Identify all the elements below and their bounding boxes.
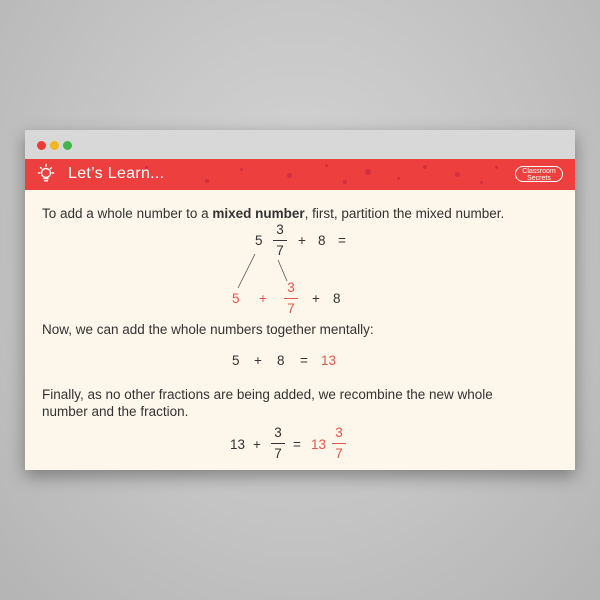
expr3-denominator: 7 (274, 446, 282, 461)
lesson-window (25, 130, 575, 470)
partition-plus2: + (312, 291, 320, 306)
partition-plus: + (259, 291, 267, 306)
partition-numerator: 3 (287, 280, 295, 295)
expr2-a: 5 (232, 353, 240, 368)
partition-denominator: 7 (287, 301, 295, 316)
intro-text: To add a whole number to a mixed number, first, partition the mixed number. (42, 206, 505, 221)
expr3-plus: + (253, 437, 261, 452)
expr3-result-whole: 13 (311, 437, 327, 452)
expr3-fraction-bar (271, 443, 285, 444)
expr3-equals: = (293, 437, 301, 452)
expr1-denominator: 7 (276, 243, 284, 258)
expr1-whole: 5 (255, 233, 263, 248)
expr1-equals: = (338, 233, 346, 248)
step3-text: Finally, as no other fractions are being added, we recombine the new whole number and the fraction. (42, 387, 493, 419)
mixed-number-term: mixed number (212, 206, 305, 221)
expr3-numerator: 3 (274, 425, 282, 440)
expr1-addend: 8 (318, 233, 326, 248)
expr1-numerator: 3 (276, 222, 284, 237)
expr3-result-numerator: 3 (335, 425, 343, 440)
banner-title: Let’s Learn... (68, 165, 165, 182)
expr2-b: 8 (277, 353, 285, 368)
step2-text: Now, we can add the whole numbers together mentally: (42, 322, 374, 337)
partition-fraction-bar (284, 298, 298, 299)
expr2-plus: + (254, 353, 262, 368)
classroom-secrets-logo: Classroom Secrets (515, 162, 563, 187)
expr3-result-denominator: 7 (335, 446, 343, 461)
expr2-result: 13 (321, 353, 337, 368)
expr1-plus: + (298, 233, 306, 248)
expr2-equals: = (300, 353, 308, 368)
partition-addend: 8 (333, 291, 341, 306)
expr3-result-fraction-bar (332, 443, 346, 444)
expr3-whole: 13 (230, 437, 246, 452)
partition-whole: 5 (232, 291, 240, 306)
